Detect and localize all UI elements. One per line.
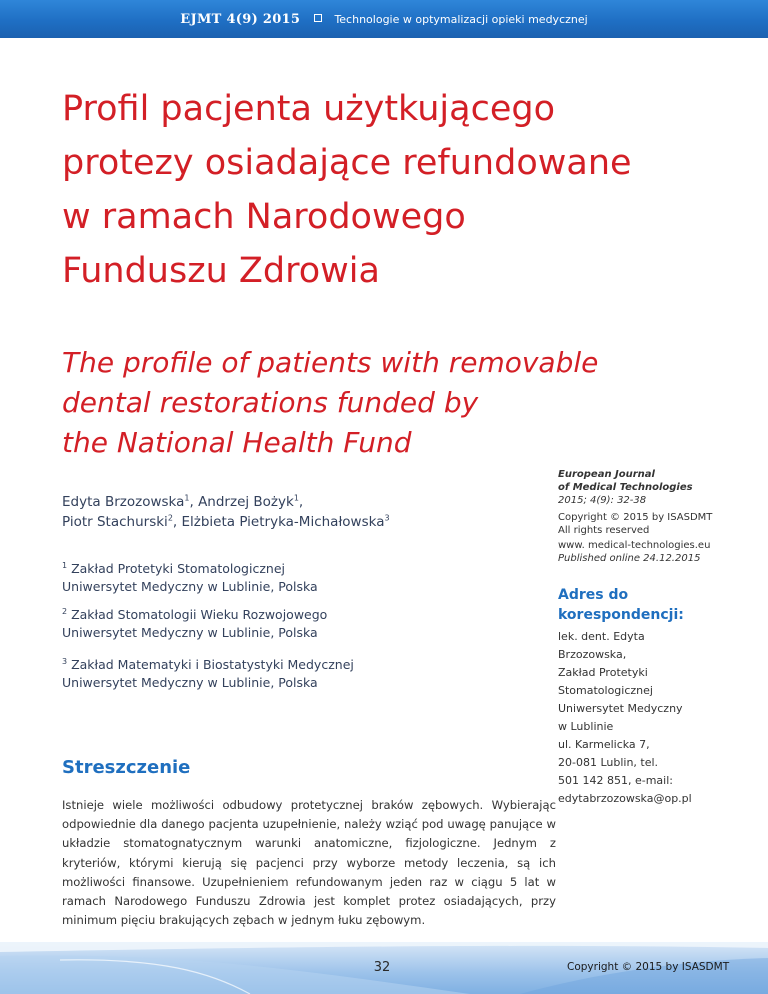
affiliation-university: Uniwersytet Medyczny w Lublinie, Polska [62, 579, 318, 594]
journal-issue-label: EJMT 4(9) 2015 [180, 12, 301, 27]
page-footer [0, 942, 768, 994]
journal-rights: All rights reserved [558, 525, 650, 536]
author-list [62, 492, 522, 532]
author-name: Edyta Brzozowska [62, 494, 185, 510]
title-pl-line: Funduszu Zdrowia [62, 251, 380, 291]
affiliation-1 [62, 560, 482, 596]
title-pl-line: protezy osiadające refundowane [62, 143, 632, 183]
title-pl-line: w ramach Narodowego [62, 197, 466, 237]
article-title-english [62, 343, 702, 463]
journal-copyright: Copyright © 2015 by ISASDMT [558, 512, 713, 523]
affiliation-department: Zakład Protetyki Stomatologicznej [71, 561, 285, 576]
author-affiliation-mark: 1 [184, 493, 190, 503]
square-separator-icon [314, 14, 322, 22]
author-name: , Andrzej Bożyk [189, 494, 294, 510]
author-separator: , [298, 494, 304, 510]
journal-info-block [558, 468, 758, 565]
journal-header-bar [0, 0, 768, 38]
correspondence-line: w Lublinie [558, 720, 614, 733]
affiliation-number: 2 [62, 606, 68, 616]
affiliation-2 [62, 606, 482, 642]
journal-name: of Medical Technologies [558, 482, 693, 493]
abstract-heading: Streszczenie [62, 757, 191, 778]
abstract-text: Istnieje wiele możliwości odbudowy protetycznej braków zębowych. Wybierając odpowiednie dla danego pacjenta uzupełnienie, należy wziąć pod uwagę panujące w układzie stomatognatycznym warunki anatomiczne, fizjologiczne. Jednym z kryteriów, którymi kierują się pacjenci przy wyborze metody leczenia, są ich możliwości finansowe. Uzupełnieniem refundowanym jeden raz w ciągu 5 lat w ramach Narodowego Funduszu Zdrowia jest komplet protez osiadających, przy minimum pięciu brakujących zębach w jednym łuku zębowym. [62, 798, 556, 928]
correspondence-line: Brzozowska, [558, 648, 627, 661]
correspondence-address [558, 628, 748, 808]
correspondence-line: 20-081 Lublin, tel. [558, 756, 659, 769]
affiliation-number: 1 [62, 560, 68, 570]
correspondence-heading: Adres do korespondencji: [558, 587, 684, 623]
affiliation-department: Zakład Stomatologii Wieku Rozwojowego [71, 607, 328, 622]
journal-website: www. medical-technologies.eu [558, 540, 711, 551]
author-name: , Elżbieta Pietryka-Michałowska [172, 514, 385, 530]
author-affiliation-mark: 1 [293, 493, 299, 503]
article-title-polish [62, 82, 742, 298]
journal-volume: 2015; 4(9): 32-38 [558, 495, 647, 506]
correspondence-email: edytabrzozowska@op.pl [558, 792, 692, 805]
author-affiliation-mark: 3 [384, 513, 390, 523]
page-number: 32 [373, 960, 391, 975]
affiliation-university: Uniwersytet Medyczny w Lublinie, Polska [62, 675, 318, 690]
affiliation-3 [62, 656, 482, 692]
affiliation-university: Uniwersytet Medyczny w Lublinie, Polska [62, 625, 318, 640]
journal-published-date: Published online 24.12.2015 [558, 553, 701, 564]
affiliation-number: 3 [62, 656, 68, 666]
correspondence-line: Uniwersytet Medyczny [558, 702, 683, 715]
title-pl-line: Profil pacjenta użytkującego [62, 89, 556, 129]
affiliation-department: Zakład Matematyki i Biostatystyki Medycznej [71, 657, 354, 672]
title-en-line: dental restorations funded by [62, 386, 479, 419]
correspondence-line: Stomatologicznej [558, 684, 653, 697]
correspondence-line: Zakład Protetyki [558, 666, 648, 679]
title-en-line: The profile of patients with removable [62, 346, 599, 379]
footer-copyright: Copyright © 2015 by ISASDMT [567, 961, 730, 973]
journal-name: European Journal [558, 469, 655, 480]
author-affiliation-mark: 2 [167, 513, 173, 523]
correspondence-line: ul. Karmelicka 7, [558, 738, 650, 751]
section-label: Technologie w optymalizacji opieki medycznej [334, 13, 588, 26]
correspondence-line: lek. dent. Edyta [558, 630, 645, 643]
title-en-line: the National Health Fund [62, 426, 412, 459]
correspondence-line: 501 142 851, e-mail: [558, 774, 673, 787]
author-name: Piotr Stachurski [62, 514, 168, 530]
